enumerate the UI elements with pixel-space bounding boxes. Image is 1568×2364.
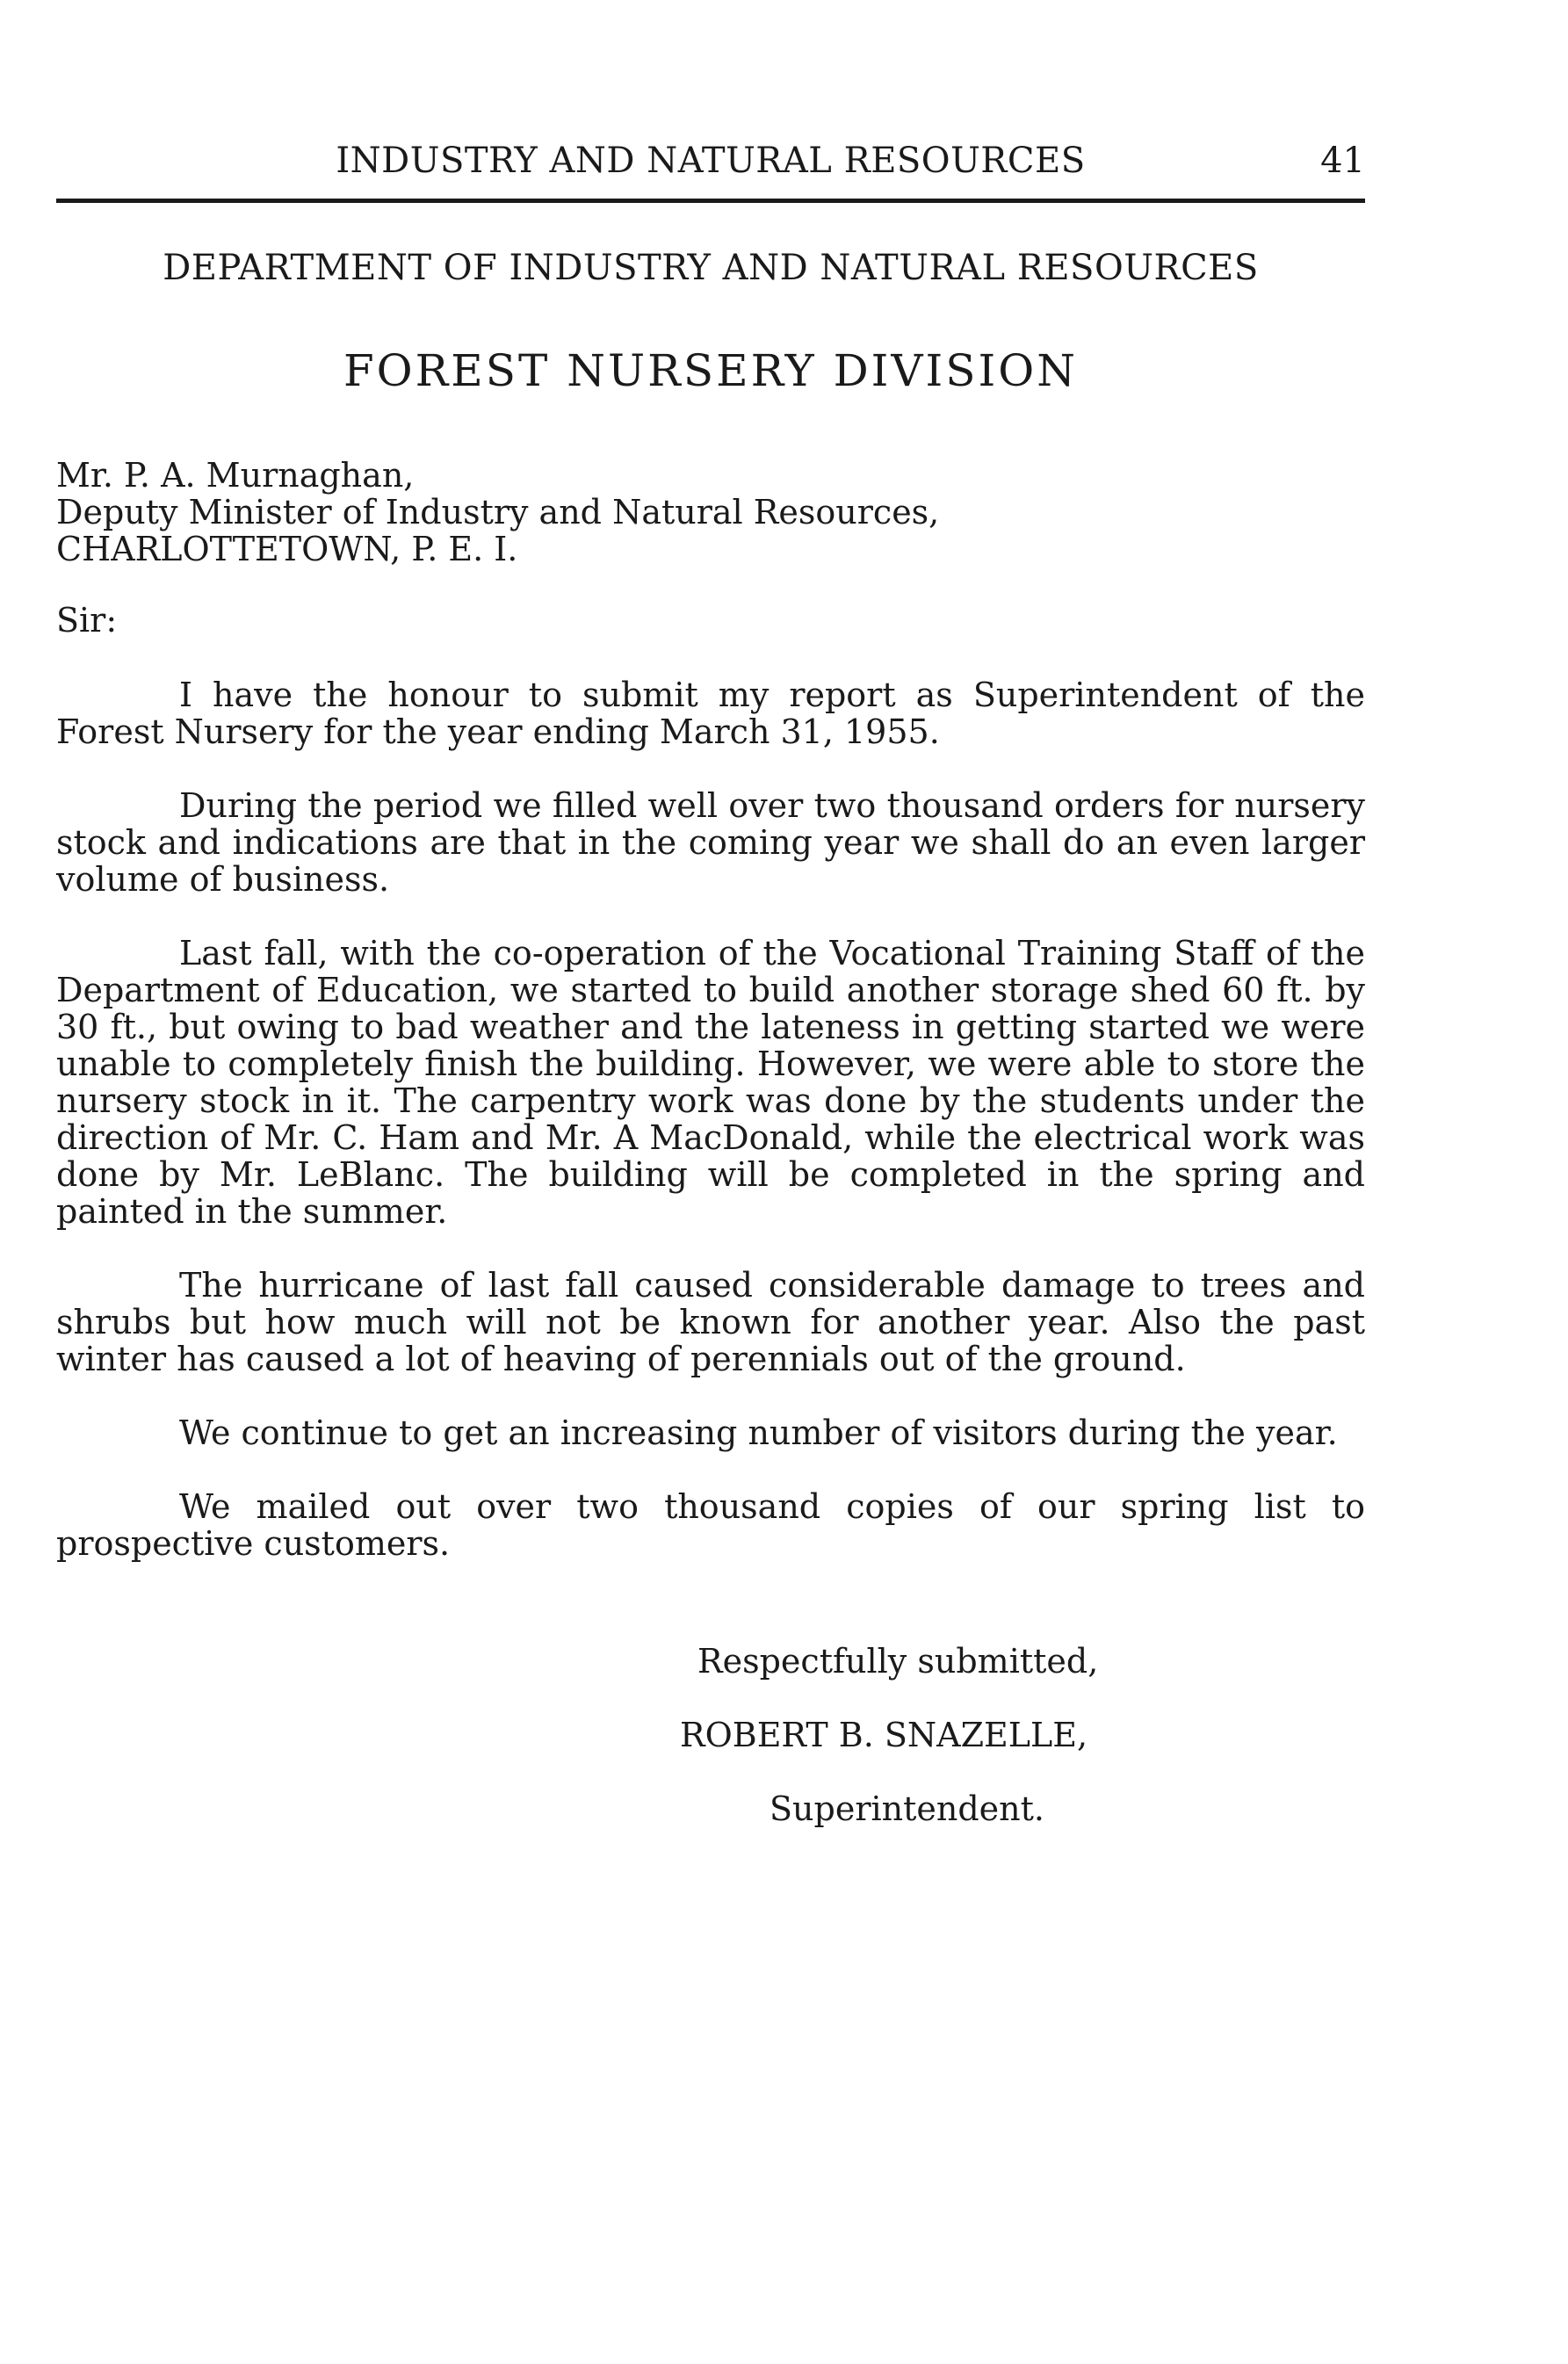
signatory-name: ROBERT B. SNAZELLE,: [680, 1716, 1088, 1754]
address-line-name: Mr. P. A. Murnaghan,: [56, 456, 415, 495]
address-line-city: CHARLOTTETOWN, P. E. I.: [56, 530, 518, 568]
paragraph-storage-shed: Last fall, with the co-operation of the Vocational Training Staff of the Department of Education, we started to build another storage shed 60 ft. by 30 ft., but owing to bad weather and the lateness in getting started we were unable to completely finish the building. However, we were able to store the nursery stock in it. The carpentry work was done by the students under the direction of Mr. C. Ham and Mr. A MacDonald, while the electrical work was done by Mr. LeBlanc. The building will be completed in the spring and painted in the summer.: [56, 934, 1365, 1231]
page-number: 41: [1320, 141, 1365, 181]
recipient-address: [56, 457, 939, 568]
salutation: Sir:: [56, 601, 118, 640]
signatory-title: Superintendent.: [770, 1789, 1044, 1828]
address-line-position: Deputy Minister of Industry and Natural Resources,: [56, 493, 940, 531]
running-header: [56, 139, 1365, 192]
complimentary-close: Respectfully submitted,: [697, 1642, 1099, 1681]
paragraph-visitors: We continue to get an increasing number of visitors during the year.: [179, 1413, 1338, 1452]
header-rule: [56, 199, 1365, 203]
department-heading: DEPARTMENT OF INDUSTRY AND NATURAL RESOURCES: [163, 248, 1259, 288]
letter-body: [56, 676, 1365, 1599]
running-title: INDUSTRY AND NATURAL RESOURCES: [336, 141, 1086, 181]
paragraph-report-intro: I have the honour to submit my report as Superintendent of the Forest Nursery for the year ending March 31, 1955.: [56, 676, 1365, 751]
division-title: FOREST NURSERY DIVISION: [343, 345, 1079, 396]
paragraph-hurricane: The hurricane of last fall caused considerable damage to trees and shrubs but how much will not be known for another year. Also the past winter has caused a lot of heaving of perennials out of the ground.: [56, 1266, 1365, 1378]
paragraph-orders: During the period we filled well over two thousand orders for nursery stock and indications are that in the coming year we shall do an even larger volume of business.: [56, 786, 1365, 899]
paragraph-spring-list: We mailed out over two thousand copies of our spring list to prospective customers.: [56, 1487, 1365, 1563]
